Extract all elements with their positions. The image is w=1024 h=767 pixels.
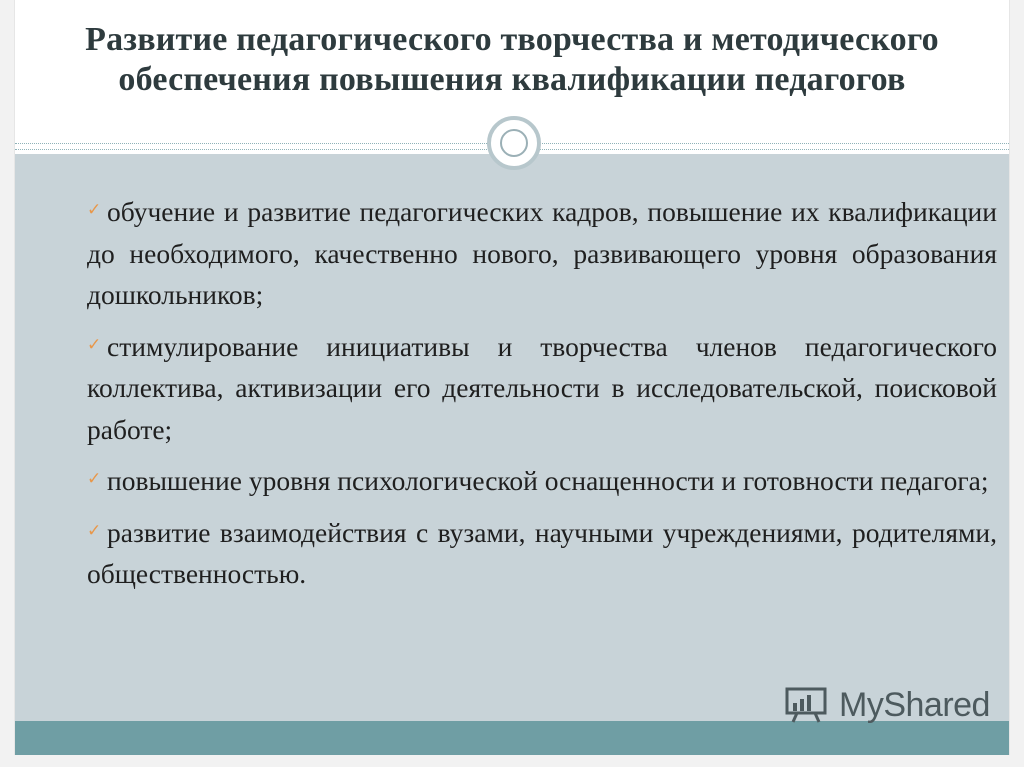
list-item xyxy=(87,459,997,502)
list-item-text: стимулирование инициативы и творчества членов педагогического коллектива, активизации его деятельности в исследовательской, поисковой работе; xyxy=(87,330,997,445)
slide-title: Развитие педагогического творчества и методического обеспечения повышения квалификации педагогов xyxy=(85,21,939,98)
bullet-list xyxy=(87,190,997,604)
watermark-text: MyShared xyxy=(839,685,990,724)
list-item-text: повышение уровня психологической оснащенности и готовности педагога; xyxy=(107,465,989,496)
watermark-logo xyxy=(785,683,990,727)
check-icon: ✓ xyxy=(87,520,102,541)
list-item xyxy=(87,511,997,595)
check-icon: ✓ xyxy=(87,200,102,220)
ring-ornament-inner xyxy=(500,129,528,157)
slide xyxy=(14,0,1010,755)
presentation-board-icon xyxy=(785,687,831,723)
list-item xyxy=(87,190,997,316)
list-item-text: обучение и развитие педагогических кадров, повышение их квалификации до необходимого, качественно нового, развивающего уровня образования дошкольников; xyxy=(87,196,997,310)
ring-ornament-icon xyxy=(487,116,541,170)
list-item xyxy=(87,325,997,451)
check-icon: ✓ xyxy=(87,334,102,355)
list-item-text: развитие взаимодействия с вузами, научными учреждениями, родителями, общественностью. xyxy=(87,516,997,589)
check-icon: ✓ xyxy=(87,469,102,489)
